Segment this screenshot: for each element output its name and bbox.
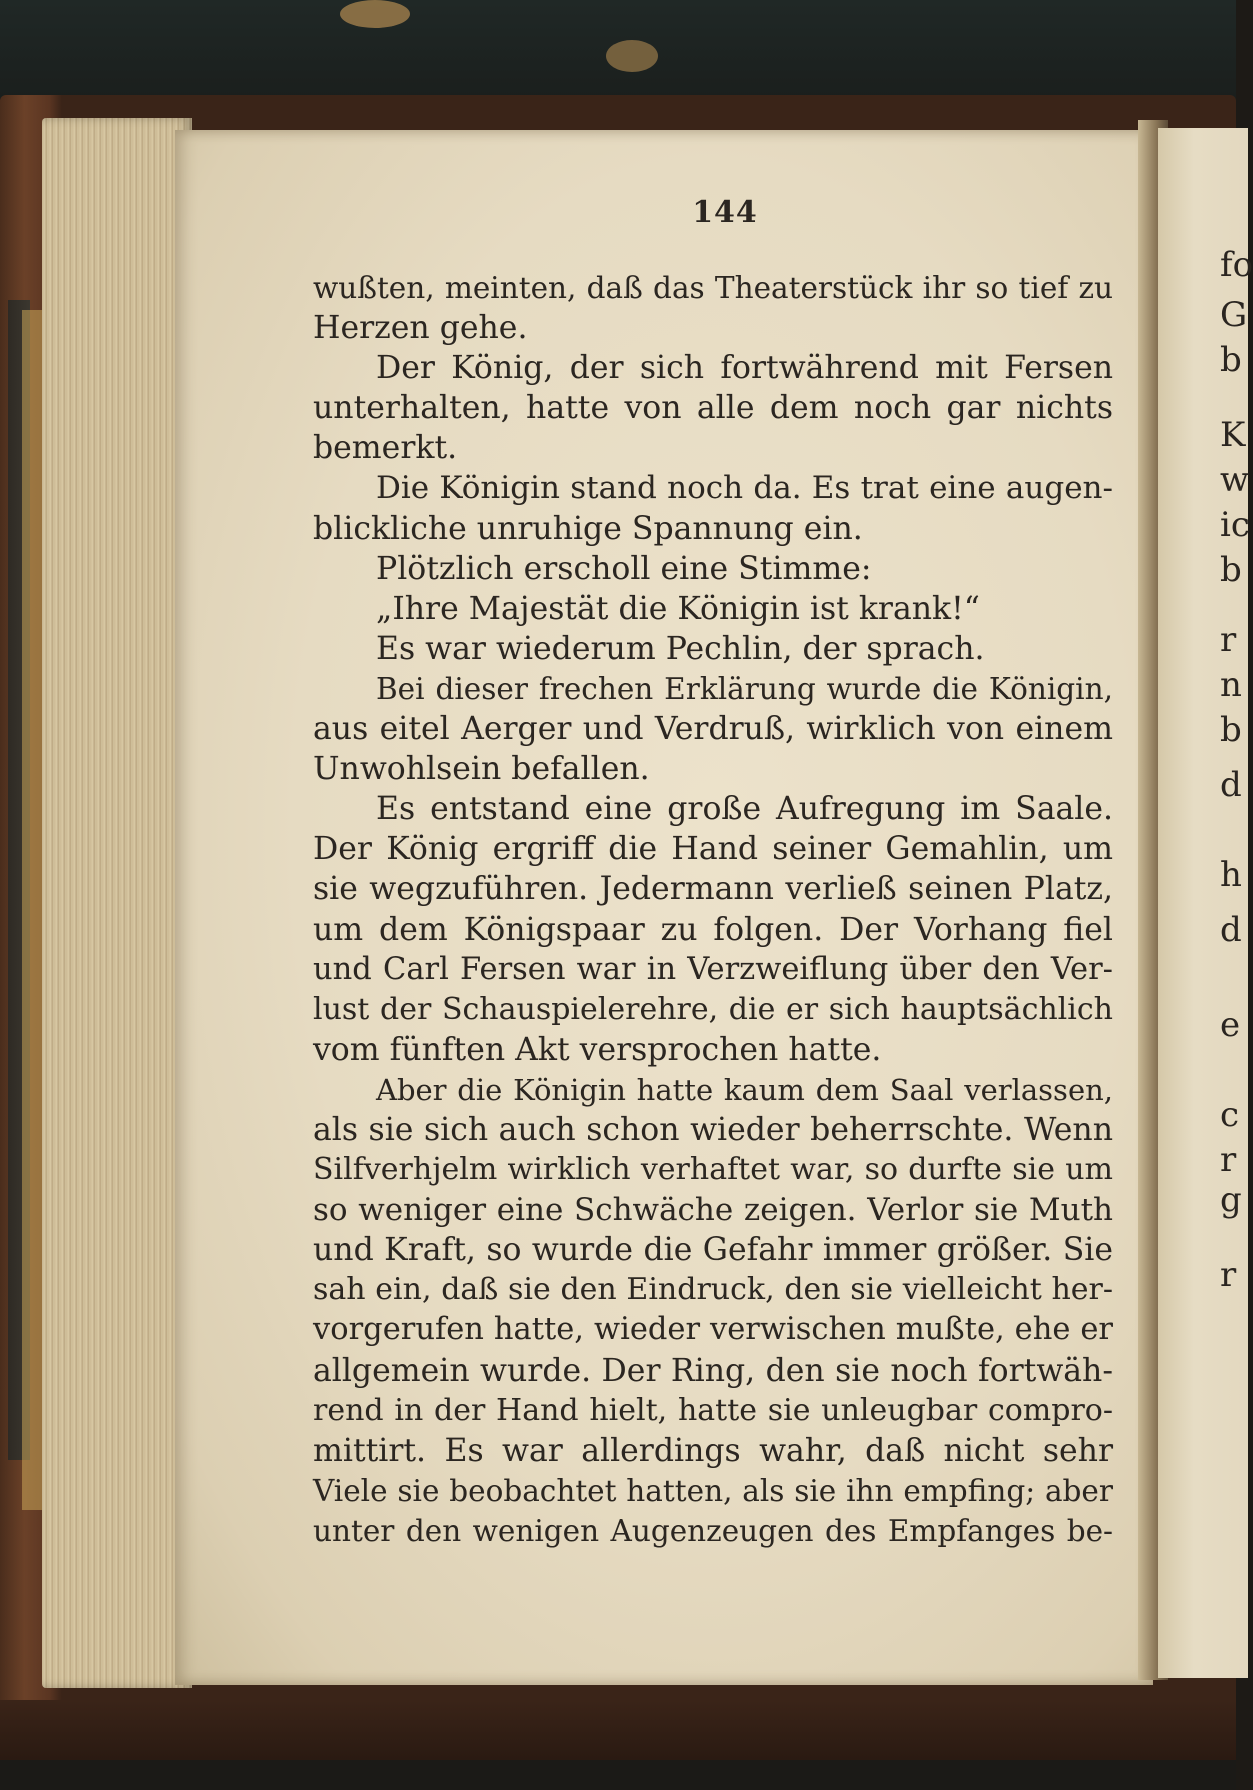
next-page-letter: d [1220,910,1242,950]
text-line: Es war wiederum Pechlin, der sprach. [376,630,985,667]
text-line: „Ihre Majestät die Königin ist krank!“ [376,590,980,627]
text-line: Die Königin stand noch da. Es trat eine augen- [376,470,1113,507]
next-page-letter: fo [1220,245,1253,285]
next-page-letter: r [1220,1140,1237,1180]
next-page-letter: e [1220,1005,1241,1045]
text-line: vom fünften Akt versprochen hatte. [313,1031,882,1068]
text-line: und Kraft, so wurde die Gefahr immer größer. Sie [313,1232,1113,1269]
book-spine-label [22,310,42,1510]
next-page-letter: b [1220,550,1242,590]
next-page-letter: r [1220,1255,1237,1295]
next-page-letter: d [1220,765,1242,805]
text-line: Es entstand eine große Aufregung im Saale. [376,791,1113,828]
text-line: wußten, meinten, daß das Theaterstück ihr so tief zu [313,271,1113,305]
text-line: sie wegzuführen. Jedermann verließ seinen Platz, [313,871,1113,908]
next-page-letter: h [1220,855,1242,895]
text-line: Plötzlich erscholl eine Stimme: [376,550,872,587]
text-line: Bei dieser frechen Erklärung wurde die Königin, [376,671,1113,706]
text-line: so weniger eine Schwäche zeigen. Verlor sie Muth [313,1192,1113,1229]
text-line: Unwohlsein befallen. [313,751,650,788]
text-line: und Carl Fersen war in Verzweiflung über den Ver- [313,951,1113,987]
text-line: aus eitel Aerger und Verdruß, wirklich von einem [313,711,1113,748]
next-page-letter: ic [1220,505,1250,545]
next-page-letter: K [1220,415,1246,455]
next-page-letter: b [1220,340,1242,380]
text-line: Der König ergriff die Hand seiner Gemahlin, um [313,831,1113,868]
text-line: lust der Schauspielerehre, die er sich hauptsächlich [313,991,1113,1027]
page-edges [42,118,192,1688]
text-line: Viele sie beobachtet hatten, als sie ihn empfing; aber [313,1473,1113,1508]
text-line: unter den wenigen Augenzeugen des Empfanges be- [313,1513,1113,1548]
next-page-fragment [1158,128,1253,1678]
text-line: als sie sich auch schon wieder beherrschte. Wenn [313,1111,1113,1148]
text-line: rend in der Hand hielt, hatte sie unleugbar compro- [313,1392,1113,1428]
next-page-letter: g [1220,1180,1242,1220]
next-page-letter: G [1220,295,1248,335]
text-line: um dem Königspaar zu folgen. Der Vorhang fiel [313,911,1113,948]
next-page-letter: r [1220,620,1237,660]
page-body-text [313,268,1113,1551]
text-line: Silfverhjelm wirklich verhaftet war, so durfte sie um [313,1152,1113,1188]
text-line: Aber die Königin hatte kaum dem Saal verlassen, [376,1072,1113,1107]
stain-mark [606,40,658,72]
page-number: 144 [692,195,758,230]
text-line: Herzen gehe. [313,310,528,347]
text-line: unterhalten, hatte von alle dem noch gar nichts [313,390,1113,427]
text-line: sah ein, daß sie den Eindruck, den sie vielleicht her- [313,1272,1113,1308]
next-page-letter: w [1220,460,1250,500]
text-line: Der König, der sich fortwährend mit Fersen [376,350,1113,387]
next-page-letter: b [1220,710,1242,750]
book-cover-bottom [0,1700,1236,1760]
next-page-letter: c [1220,1095,1240,1135]
text-line: vorgerufen hatte, wieder verwischen mußte, ehe er [313,1312,1113,1348]
text-line: mittirt. Es war allerdings wahr, daß nicht sehr [313,1432,1113,1469]
text-line: bemerkt. [313,430,458,467]
stain-mark [340,0,410,28]
next-page-letter: n [1220,665,1242,705]
text-line: allgemein wurde. Der Ring, den sie noch fortwäh- [313,1352,1113,1389]
text-line: blickliche unruhige Spannung ein. [313,510,863,547]
